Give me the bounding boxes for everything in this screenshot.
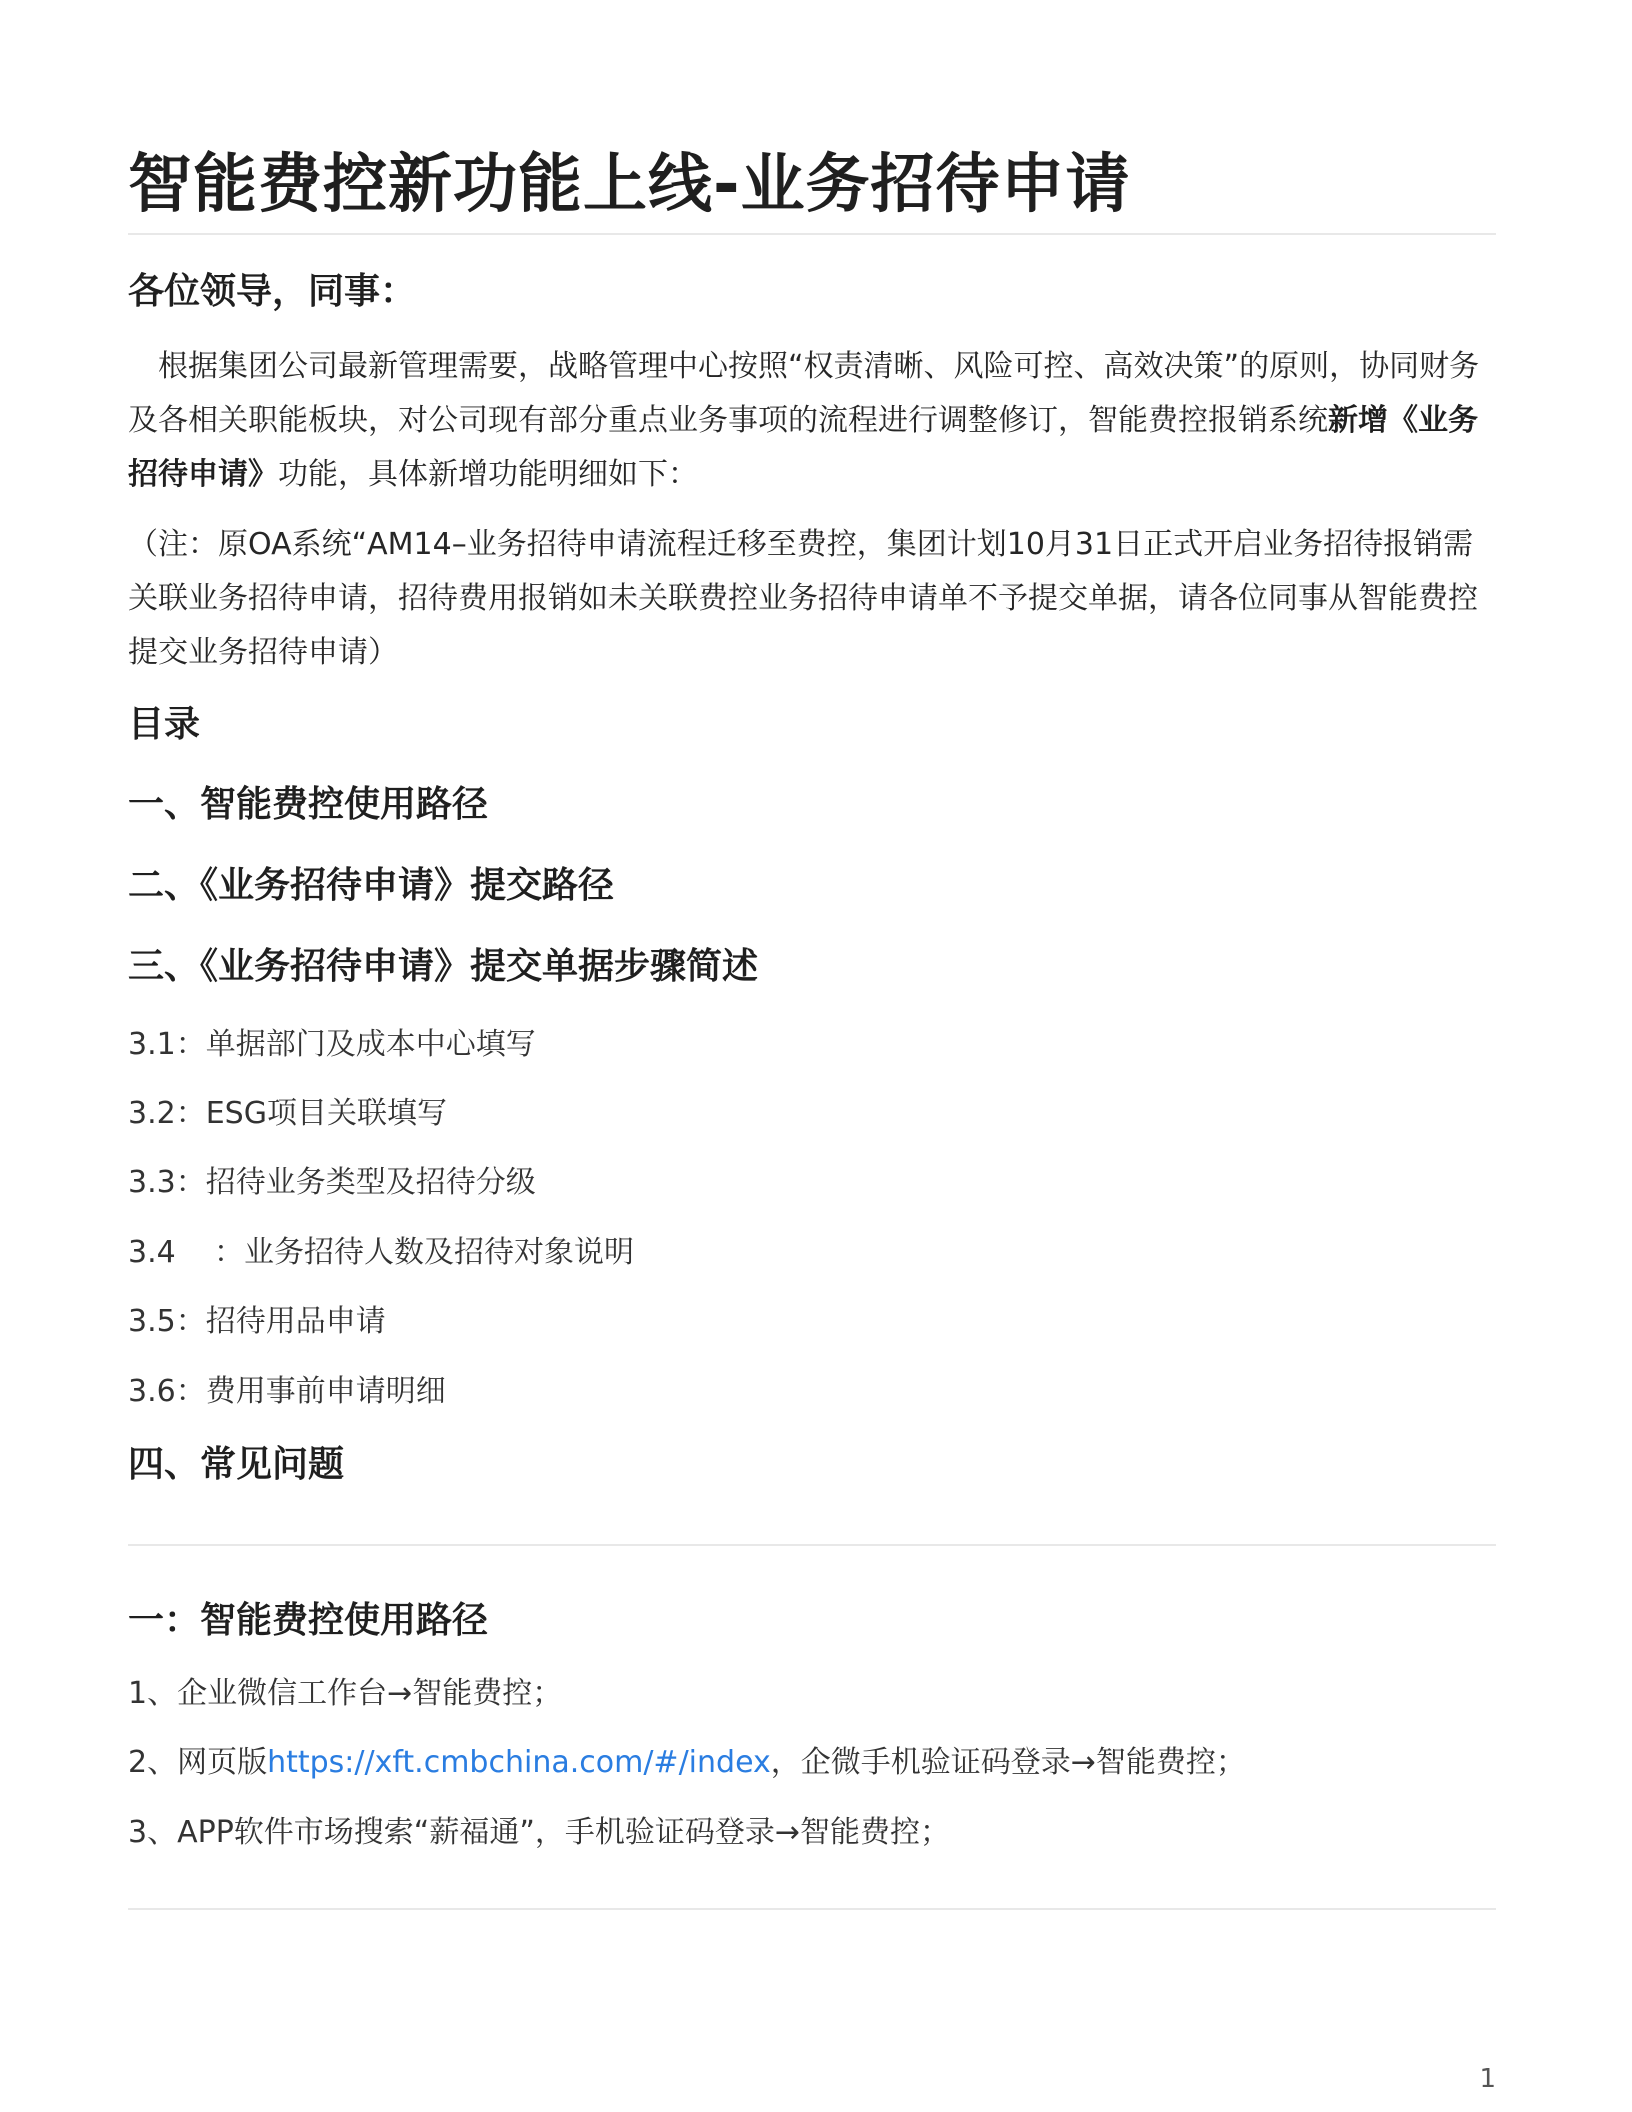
toc-subitem-3-5[interactable]: 3.5：招待用品申请 — [128, 1304, 386, 1339]
greeting: 各位领导，同事： — [128, 271, 417, 312]
toc-subitem-3-1[interactable]: 3.1：单据部门及成本中心填写 — [128, 1027, 536, 1062]
toc-section-1[interactable]: 一、智能费控使用路径 — [128, 784, 489, 825]
toc-subitem-3-3[interactable]: 3.3：招待业务类型及招待分级 — [128, 1165, 536, 1200]
title-divider — [128, 233, 1496, 235]
footer-divider — [128, 1908, 1496, 1910]
toc-section-3[interactable]: 三、《业务招待申请》提交单据步骤简述 — [128, 946, 759, 987]
path-item-3: 3、APP软件市场搜索“薪福通”，手机验证码登录→智能费控； — [128, 1815, 951, 1850]
intro-lead: 根据集团公司最新管理需要，战略管理中心按照“权责清晰、风险可控、高效决策”的原则，协同财务及各相关职能板块，对公司现有部分重点业务事项的流程进行调整修订，智能费控报销系统 — [128, 349, 1480, 438]
toc-subitem-3-4[interactable]: 3.4 ：业务招待人数及招待对象说明 — [128, 1235, 634, 1270]
document-title: 智能费控新功能上线-业务招待申请 — [128, 148, 1131, 222]
toc-section-4[interactable]: 四、常见问题 — [128, 1444, 345, 1485]
intro-tail: 功能，具体新增功能明细如下： — [278, 457, 698, 492]
section1-heading: 一：智能费控使用路径 — [128, 1600, 489, 1641]
toc-subitem-3-6[interactable]: 3.6：费用事前申请明细 — [128, 1374, 446, 1409]
path-item-2: 2、网页版https://xft.cmbchina.com/#/index，企微手机验证码登录→智能费控； — [128, 1745, 1246, 1780]
toc-subitem-3-2[interactable]: 3.2：ESG项目关联填写 — [128, 1096, 447, 1131]
xft-web-link[interactable]: https://xft.cmbchina.com/#/index — [267, 1745, 771, 1780]
path-item-1: 1、企业微信工作台→智能费控； — [128, 1676, 563, 1711]
section-divider — [128, 1544, 1496, 1546]
toc-section-2[interactable]: 二、《业务招待申请》提交路径 — [128, 865, 615, 906]
intro-paragraph — [128, 340, 1500, 502]
note-paragraph: （注：原OA系统“AM14–业务招待申请流程迁移至费控，集团计划10月31日正式开启业务招待报销需关联业务招待申请，招待费用报销如未关联费控业务招待申请单不予提交单据，请各位同事从智能费控提交业务招待申请） — [128, 527, 1478, 670]
page-number: 1 — [1479, 2064, 1496, 2094]
intro-bold: 新增《业务招待申请》 — [128, 403, 1478, 492]
toc-heading: 目录 — [128, 704, 201, 745]
